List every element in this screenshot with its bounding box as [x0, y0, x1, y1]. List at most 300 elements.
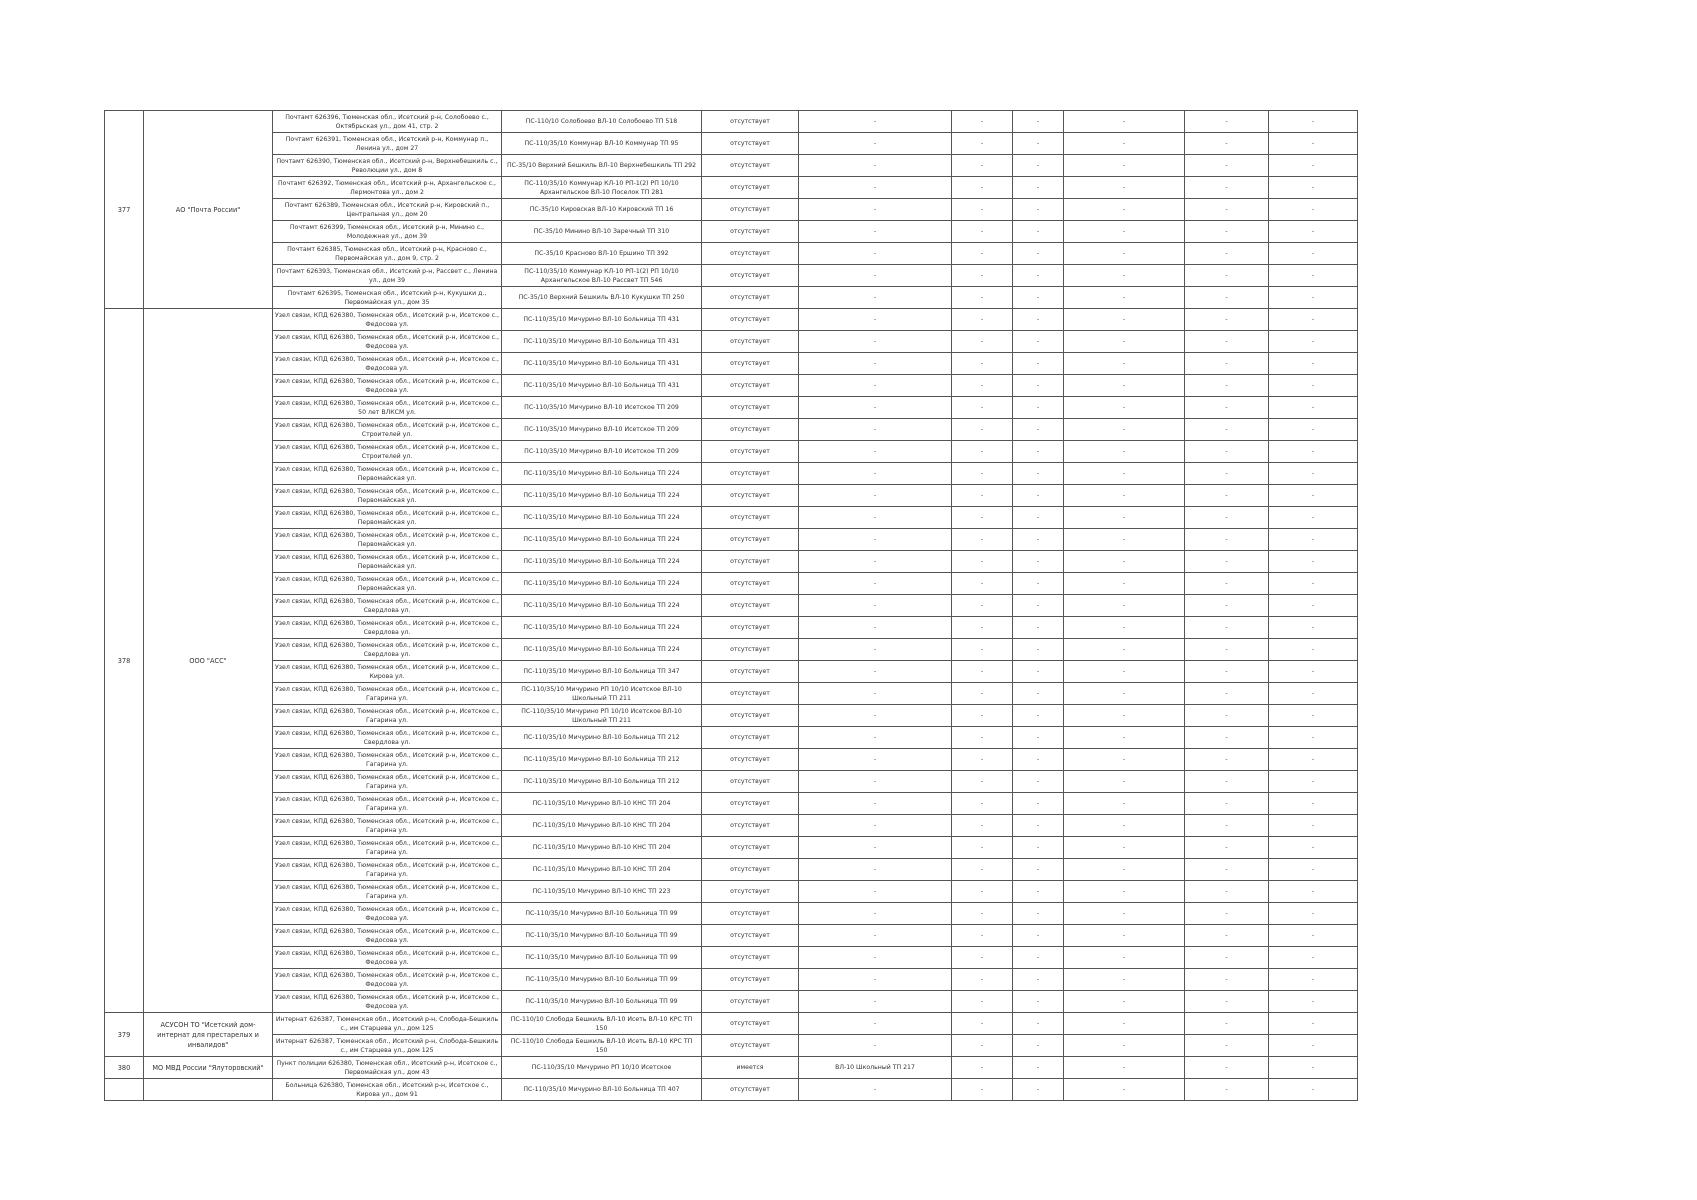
empty-cell: -	[1064, 859, 1185, 881]
empty-cell: -	[1013, 705, 1064, 727]
empty-cell: -	[1013, 683, 1064, 705]
empty-cell: -	[952, 419, 1013, 441]
empty-cell: -	[1185, 881, 1269, 903]
empty-cell: -	[952, 287, 1013, 309]
empty-cell: -	[1185, 793, 1269, 815]
address-cell: Узел связи, КПД 626380, Тюменская обл., Исетский р-н, Исетское с., Гагарина ул.	[273, 881, 502, 903]
status-cell: отсутствует	[702, 881, 799, 903]
empty-cell: -	[952, 991, 1013, 1013]
table-row	[105, 551, 1358, 573]
status-cell: отсутствует	[702, 771, 799, 793]
empty-cell: -	[1185, 859, 1269, 881]
address-cell: Узел связи, КПД 626380, Тюменская обл., Исетский р-н, Исетское с., Гагарина ул.	[273, 749, 502, 771]
feeder-cell: -	[799, 793, 952, 815]
table-row	[105, 881, 1358, 903]
table-row	[105, 441, 1358, 463]
feeder-cell: -	[799, 925, 952, 947]
empty-cell: -	[1185, 815, 1269, 837]
status-cell: отсутствует	[702, 793, 799, 815]
empty-cell: -	[1185, 573, 1269, 595]
empty-cell: -	[952, 441, 1013, 463]
empty-cell: -	[1185, 375, 1269, 397]
table-row	[105, 727, 1358, 749]
address-cell: Почтамт 626389, Тюменская обл., Исетский р-н, Кировский п., Центральная ул., дом 20	[273, 199, 502, 221]
empty-cell: -	[1185, 221, 1269, 243]
empty-cell: -	[952, 529, 1013, 551]
address-cell: Узел связи, КПД 626380, Тюменская обл., Исетский р-н, Исетское с., Свердлова ул.	[273, 639, 502, 661]
table-row	[105, 595, 1358, 617]
address-cell: Интернат 626387, Тюменская обл., Исетский р-н, Слобода-Бешкиль с., им Старцева ул., дом 125	[273, 1013, 502, 1035]
empty-cell: -	[1185, 925, 1269, 947]
organization-cell: МО МВД России "Ялуторовский"	[144, 1057, 273, 1079]
empty-cell: -	[1269, 331, 1358, 353]
address-cell: Узел связи, КПД 626380, Тюменская обл., Исетский р-н, Исетское с., Гагарина ул.	[273, 793, 502, 815]
substation-cell: ПС-110/35/10 Коммунар КЛ-10 РП-1(2) РП 10/10 Архангельское ВЛ-10 Поселок ТП 281	[502, 177, 702, 199]
empty-cell: -	[1185, 727, 1269, 749]
empty-cell: -	[1185, 507, 1269, 529]
empty-cell: -	[1064, 617, 1185, 639]
empty-cell: -	[1013, 771, 1064, 793]
empty-cell: -	[1269, 1013, 1358, 1035]
empty-cell: -	[1185, 683, 1269, 705]
status-cell: отсутствует	[702, 749, 799, 771]
empty-cell: -	[1013, 947, 1064, 969]
empty-cell: -	[1269, 1057, 1358, 1079]
empty-cell: -	[952, 111, 1013, 133]
feeder-cell: -	[799, 903, 952, 925]
empty-cell: -	[1013, 463, 1064, 485]
empty-cell: -	[1064, 771, 1185, 793]
empty-cell: -	[1013, 419, 1064, 441]
substation-cell: ПС-110/35/10 Мичурино ВЛ-10 Больница ТП 224	[502, 463, 702, 485]
empty-cell: -	[952, 815, 1013, 837]
empty-cell: -	[1269, 133, 1358, 155]
empty-cell: -	[1013, 859, 1064, 881]
empty-cell: -	[952, 1035, 1013, 1057]
empty-cell: -	[1185, 749, 1269, 771]
status-cell: отсутствует	[702, 815, 799, 837]
feeder-cell: -	[799, 595, 952, 617]
feeder-cell: -	[799, 1079, 952, 1101]
empty-cell: -	[952, 485, 1013, 507]
status-cell: отсутствует	[702, 155, 799, 177]
empty-cell: -	[1013, 485, 1064, 507]
empty-cell: -	[1013, 1079, 1064, 1101]
empty-cell: -	[1185, 837, 1269, 859]
empty-cell: -	[952, 309, 1013, 331]
empty-cell: -	[1013, 595, 1064, 617]
empty-cell: -	[1185, 595, 1269, 617]
address-cell: Узел связи, КПД 626380, Тюменская обл., Исетский р-н, Исетское с., Первомайская ул.	[273, 529, 502, 551]
empty-cell: -	[1064, 551, 1185, 573]
feeder-cell: -	[799, 243, 952, 265]
table-row	[105, 485, 1358, 507]
empty-cell: -	[1013, 749, 1064, 771]
empty-cell: -	[1185, 1013, 1269, 1035]
empty-cell: -	[1185, 947, 1269, 969]
empty-cell: -	[1064, 133, 1185, 155]
empty-cell: -	[1185, 1079, 1269, 1101]
status-cell: отсутствует	[702, 727, 799, 749]
organization-cell	[144, 1079, 273, 1101]
address-cell: Почтамт 626385, Тюменская обл., Исетский р-н, Красново с., Первомайская ул., дом 9, стр. 2	[273, 243, 502, 265]
substation-cell: ПС-110/35/10 Мичурино ВЛ-10 Больница ТП 224	[502, 551, 702, 573]
status-cell: отсутствует	[702, 111, 799, 133]
address-cell: Узел связи, КПД 626380, Тюменская обл., Исетский р-н, Исетское с., Федосова ул.	[273, 925, 502, 947]
empty-cell: -	[1064, 639, 1185, 661]
empty-cell: -	[1064, 463, 1185, 485]
empty-cell: -	[1013, 221, 1064, 243]
empty-cell: -	[1185, 331, 1269, 353]
empty-cell: -	[1269, 705, 1358, 727]
substation-cell: ПС-110/35/10 Мичурино ВЛ-10 Больница ТП 99	[502, 903, 702, 925]
feeder-cell: -	[799, 529, 952, 551]
empty-cell: -	[952, 397, 1013, 419]
status-cell: отсутствует	[702, 507, 799, 529]
address-cell: Почтамт 626390, Тюменская обл., Исетский р-н, Верхнебешкиль с., Революции ул., дом 8	[273, 155, 502, 177]
table-row	[105, 419, 1358, 441]
empty-cell: -	[1064, 727, 1185, 749]
empty-cell: -	[1269, 177, 1358, 199]
empty-cell: -	[1269, 925, 1358, 947]
table-row	[105, 1057, 1358, 1079]
empty-cell: -	[1064, 925, 1185, 947]
status-cell: отсутствует	[702, 551, 799, 573]
empty-cell: -	[952, 969, 1013, 991]
table-row	[105, 331, 1358, 353]
empty-cell: -	[1064, 397, 1185, 419]
data-table	[104, 110, 1358, 1101]
empty-cell: -	[1269, 617, 1358, 639]
empty-cell: -	[1185, 903, 1269, 925]
empty-cell: -	[1185, 1057, 1269, 1079]
table-row	[105, 111, 1358, 133]
substation-cell: ПС-110/35/10 Коммунар ВЛ-10 Коммунар ТП 95	[502, 133, 702, 155]
empty-cell: -	[952, 705, 1013, 727]
table-row	[105, 1079, 1358, 1101]
empty-cell: -	[1269, 727, 1358, 749]
empty-cell: -	[1064, 111, 1185, 133]
table-row	[105, 573, 1358, 595]
empty-cell: -	[1064, 265, 1185, 287]
empty-cell: -	[1013, 551, 1064, 573]
feeder-cell: ВЛ-10 Школьный ТП 217	[799, 1057, 952, 1079]
empty-cell: -	[1269, 221, 1358, 243]
empty-cell: -	[952, 793, 1013, 815]
empty-cell: -	[1064, 793, 1185, 815]
table-row	[105, 265, 1358, 287]
empty-cell: -	[1269, 155, 1358, 177]
substation-cell: ПС-110/35/10 Мичурино ВЛ-10 Больница ТП 224	[502, 507, 702, 529]
empty-cell: -	[1064, 749, 1185, 771]
empty-cell: -	[1013, 1035, 1064, 1057]
empty-cell: -	[1064, 419, 1185, 441]
empty-cell: -	[1185, 133, 1269, 155]
empty-cell: -	[1013, 727, 1064, 749]
feeder-cell: -	[799, 331, 952, 353]
empty-cell: -	[952, 1057, 1013, 1079]
substation-cell: ПС-110/35/10 Мичурино ВЛ-10 Больница ТП 99	[502, 969, 702, 991]
feeder-cell: -	[799, 419, 952, 441]
table-row	[105, 837, 1358, 859]
substation-cell: ПС-110/35/10 Мичурино ВЛ-10 КНС ТП 204	[502, 837, 702, 859]
empty-cell: -	[1013, 375, 1064, 397]
empty-cell: -	[1013, 661, 1064, 683]
feeder-cell: -	[799, 969, 952, 991]
feeder-cell: -	[799, 309, 952, 331]
empty-cell: -	[1185, 529, 1269, 551]
status-cell: отсутствует	[702, 859, 799, 881]
status-cell: отсутствует	[702, 485, 799, 507]
table-row	[105, 991, 1358, 1013]
address-cell: Узел связи, КПД 626380, Тюменская обл., Исетский р-н, Исетское с., Первомайская ул.	[273, 463, 502, 485]
empty-cell: -	[1013, 639, 1064, 661]
status-cell: отсутствует	[702, 969, 799, 991]
empty-cell: -	[952, 771, 1013, 793]
empty-cell: -	[1269, 639, 1358, 661]
empty-cell: -	[1013, 815, 1064, 837]
address-cell: Узел связи, КПД 626380, Тюменская обл., Исетский р-н, Исетское с., Первомайская ул.	[273, 507, 502, 529]
feeder-cell: -	[799, 375, 952, 397]
empty-cell: -	[1269, 881, 1358, 903]
status-cell: отсутствует	[702, 705, 799, 727]
address-cell: Узел связи, КПД 626380, Тюменская обл., Исетский р-н, Исетское с., Гагарина ул.	[273, 771, 502, 793]
empty-cell: -	[1064, 661, 1185, 683]
substation-cell: ПС-35/10 Верхний Бешкиль ВЛ-10 Кукушки ТП 250	[502, 287, 702, 309]
table-row	[105, 683, 1358, 705]
table-row	[105, 155, 1358, 177]
address-cell: Узел связи, КПД 626380, Тюменская обл., Исетский р-н, Исетское с., Первомайская ул.	[273, 573, 502, 595]
empty-cell: -	[1013, 331, 1064, 353]
empty-cell: -	[1013, 397, 1064, 419]
table-row	[105, 309, 1358, 331]
substation-cell: ПС-110/35/10 Мичурино ВЛ-10 Больница ТП 407	[502, 1079, 702, 1101]
empty-cell: -	[1269, 1035, 1358, 1057]
table-row	[105, 529, 1358, 551]
address-cell: Почтамт 626393, Тюменская обл., Исетский р-н, Рассвет с., Ленина ул., дом 39	[273, 265, 502, 287]
substation-cell: ПС-110/35/10 Мичурино ВЛ-10 КНС ТП 204	[502, 793, 702, 815]
empty-cell: -	[1013, 507, 1064, 529]
table-row	[105, 287, 1358, 309]
empty-cell: -	[1185, 441, 1269, 463]
feeder-cell: -	[799, 397, 952, 419]
empty-cell: -	[1269, 749, 1358, 771]
empty-cell: -	[952, 1079, 1013, 1101]
table-row	[105, 1035, 1358, 1057]
empty-cell: -	[952, 749, 1013, 771]
empty-cell: -	[1269, 353, 1358, 375]
table-row	[105, 771, 1358, 793]
empty-cell: -	[1064, 441, 1185, 463]
empty-cell: -	[1269, 243, 1358, 265]
empty-cell: -	[1013, 881, 1064, 903]
substation-cell: ПС-110/35/10 Мичурино ВЛ-10 Больница ТП 99	[502, 947, 702, 969]
status-cell: отсутствует	[702, 441, 799, 463]
feeder-cell: -	[799, 551, 952, 573]
empty-cell: -	[952, 199, 1013, 221]
row-number-cell: 379	[105, 1013, 144, 1057]
substation-cell: ПС-110/35/10 Мичурино ВЛ-10 КНС ТП 204	[502, 859, 702, 881]
empty-cell: -	[952, 155, 1013, 177]
empty-cell: -	[1269, 969, 1358, 991]
status-cell: отсутствует	[702, 375, 799, 397]
address-cell: Интернат 626387, Тюменская обл., Исетский р-н, Слобода-Бешкиль с., им Старцева ул., дом 125	[273, 1035, 502, 1057]
empty-cell: -	[1064, 1013, 1185, 1035]
empty-cell: -	[952, 617, 1013, 639]
empty-cell: -	[1064, 595, 1185, 617]
substation-cell: ПС-110/35/10 Мичурино ВЛ-10 Больница ТП 212	[502, 771, 702, 793]
table-row	[105, 639, 1358, 661]
empty-cell: -	[952, 903, 1013, 925]
empty-cell: -	[1269, 991, 1358, 1013]
substation-cell: ПС-110/10 Солобоево ВЛ-10 Солобоево ТП 518	[502, 111, 702, 133]
feeder-cell: -	[799, 815, 952, 837]
empty-cell: -	[1064, 1057, 1185, 1079]
substation-cell: ПС-110/35/10 Мичурино ВЛ-10 Больница ТП 431	[502, 353, 702, 375]
substation-cell: ПС-110/35/10 Мичурино ВЛ-10 Больница ТП 224	[502, 485, 702, 507]
status-cell: отсутствует	[702, 463, 799, 485]
address-cell: Узел связи, КПД 626380, Тюменская обл., Исетский р-н, Исетское с., Гагарина ул.	[273, 859, 502, 881]
substation-cell: ПС-110/35/10 Мичурино ВЛ-10 КНС ТП 223	[502, 881, 702, 903]
feeder-cell: -	[799, 155, 952, 177]
empty-cell: -	[1013, 111, 1064, 133]
empty-cell: -	[1185, 309, 1269, 331]
substation-cell: ПС-110/10 Слобода Бешкиль ВЛ-10 Исеть ВЛ-10 КРС ТП 150	[502, 1013, 702, 1035]
substation-cell: ПС-110/35/10 Мичурино ВЛ-10 Больница ТП 431	[502, 309, 702, 331]
empty-cell: -	[1013, 243, 1064, 265]
empty-cell: -	[1269, 903, 1358, 925]
feeder-cell: -	[799, 1013, 952, 1035]
substation-cell: ПС-110/10 Слобода Бешкиль ВЛ-10 Исеть ВЛ-10 КРС ТП 150	[502, 1035, 702, 1057]
table-row	[105, 749, 1358, 771]
substation-cell: ПС-35/10 Красново ВЛ-10 Ершино ТП 392	[502, 243, 702, 265]
empty-cell: -	[1269, 793, 1358, 815]
empty-cell: -	[1064, 947, 1185, 969]
empty-cell: -	[952, 639, 1013, 661]
substation-cell: ПС-110/35/10 Мичурино ВЛ-10 Больница ТП 347	[502, 661, 702, 683]
status-cell: отсутствует	[702, 947, 799, 969]
empty-cell: -	[952, 859, 1013, 881]
empty-cell: -	[1269, 551, 1358, 573]
feeder-cell: -	[799, 111, 952, 133]
feeder-cell: -	[799, 221, 952, 243]
status-cell: отсутствует	[702, 243, 799, 265]
address-cell: Узел связи, КПД 626380, Тюменская обл., Исетский р-н, Исетское с., Федосова ул.	[273, 903, 502, 925]
empty-cell: -	[1269, 1079, 1358, 1101]
feeder-cell: -	[799, 771, 952, 793]
status-cell: отсутствует	[702, 595, 799, 617]
empty-cell: -	[1269, 199, 1358, 221]
feeder-cell: -	[799, 727, 952, 749]
status-cell: отсутствует	[702, 397, 799, 419]
empty-cell: -	[1269, 375, 1358, 397]
empty-cell: -	[1013, 617, 1064, 639]
table-row	[105, 463, 1358, 485]
organization-cell: АО "Почта России"	[144, 111, 273, 309]
address-cell: Узел связи, КПД 626380, Тюменская обл., Исетский р-н, Исетское с., Гагарина ул.	[273, 683, 502, 705]
feeder-cell: -	[799, 749, 952, 771]
empty-cell: -	[952, 551, 1013, 573]
empty-cell: -	[1185, 1035, 1269, 1057]
empty-cell: -	[1185, 287, 1269, 309]
table-row	[105, 969, 1358, 991]
feeder-cell: -	[799, 485, 952, 507]
empty-cell: -	[1269, 309, 1358, 331]
feeder-cell: -	[799, 441, 952, 463]
empty-cell: -	[1064, 177, 1185, 199]
status-cell: имеется	[702, 1057, 799, 1079]
empty-cell: -	[1269, 837, 1358, 859]
empty-cell: -	[1185, 639, 1269, 661]
empty-cell: -	[1064, 881, 1185, 903]
empty-cell: -	[952, 947, 1013, 969]
substation-cell: ПС-110/35/10 Мичурино РП 10/10 Исетское	[502, 1057, 702, 1079]
empty-cell: -	[1064, 529, 1185, 551]
substation-cell: ПС-110/35/10 Коммунар КЛ-10 РП-1(2) РП 10/10 Архангельское ВЛ-10 Рассвет ТП 546	[502, 265, 702, 287]
address-cell: Пункт полиции 626380, Тюменская обл., Исетский р-н, Исетское с., Первомайская ул., дом 43	[273, 1057, 502, 1079]
feeder-cell: -	[799, 683, 952, 705]
table-row	[105, 397, 1358, 419]
address-cell: Узел связи, КПД 626380, Тюменская обл., Исетский р-н, Исетское с., Свердлова ул.	[273, 595, 502, 617]
substation-cell: ПС-110/35/10 Мичурино ВЛ-10 Больница ТП 224	[502, 617, 702, 639]
status-cell: отсутствует	[702, 573, 799, 595]
empty-cell: -	[1013, 793, 1064, 815]
empty-cell: -	[1185, 177, 1269, 199]
address-cell: Узел связи, КПД 626380, Тюменская обл., Исетский р-н, Исетское с., Гагарина ул.	[273, 815, 502, 837]
empty-cell: -	[1269, 441, 1358, 463]
table-row	[105, 507, 1358, 529]
substation-cell: ПС-110/35/10 Мичурино ВЛ-10 Больница ТП 224	[502, 639, 702, 661]
substation-cell: ПС-110/35/10 Мичурино ВЛ-10 Больница ТП 212	[502, 749, 702, 771]
table-row	[105, 925, 1358, 947]
empty-cell: -	[1185, 265, 1269, 287]
empty-cell: -	[952, 683, 1013, 705]
status-cell: отсутствует	[702, 683, 799, 705]
feeder-cell: -	[799, 1035, 952, 1057]
empty-cell: -	[1269, 771, 1358, 793]
empty-cell: -	[952, 177, 1013, 199]
feeder-cell: -	[799, 991, 952, 1013]
address-cell: Узел связи, КПД 626380, Тюменская обл., Исетский р-н, Исетское с., Первомайская ул.	[273, 485, 502, 507]
feeder-cell: -	[799, 859, 952, 881]
empty-cell: -	[1064, 815, 1185, 837]
empty-cell: -	[1013, 1013, 1064, 1035]
empty-cell: -	[1064, 375, 1185, 397]
empty-cell: -	[1013, 837, 1064, 859]
table-row	[105, 617, 1358, 639]
empty-cell: -	[952, 221, 1013, 243]
empty-cell: -	[1064, 507, 1185, 529]
empty-cell: -	[1064, 243, 1185, 265]
empty-cell: -	[1013, 529, 1064, 551]
substation-cell: ПС-110/35/10 Мичурино ВЛ-10 Больница ТП 224	[502, 595, 702, 617]
substation-cell: ПС-110/35/10 Мичурино ВЛ-10 КНС ТП 204	[502, 815, 702, 837]
substation-cell: ПС-110/35/10 Мичурино ВЛ-10 Больница ТП 224	[502, 573, 702, 595]
empty-cell: -	[1064, 221, 1185, 243]
feeder-cell: -	[799, 881, 952, 903]
table-row	[105, 705, 1358, 727]
empty-cell: -	[952, 925, 1013, 947]
table-row	[105, 243, 1358, 265]
feeder-cell: -	[799, 507, 952, 529]
empty-cell: -	[1185, 617, 1269, 639]
address-cell: Почтамт 626399, Тюменская обл., Исетский р-н, Минино с., Молодежная ул., дом 39	[273, 221, 502, 243]
address-cell: Узел связи, КПД 626380, Тюменская обл., Исетский р-н, Исетское с., Первомайская ул.	[273, 551, 502, 573]
empty-cell: -	[1064, 1079, 1185, 1101]
empty-cell: -	[1185, 155, 1269, 177]
empty-cell: -	[1185, 705, 1269, 727]
empty-cell: -	[952, 595, 1013, 617]
